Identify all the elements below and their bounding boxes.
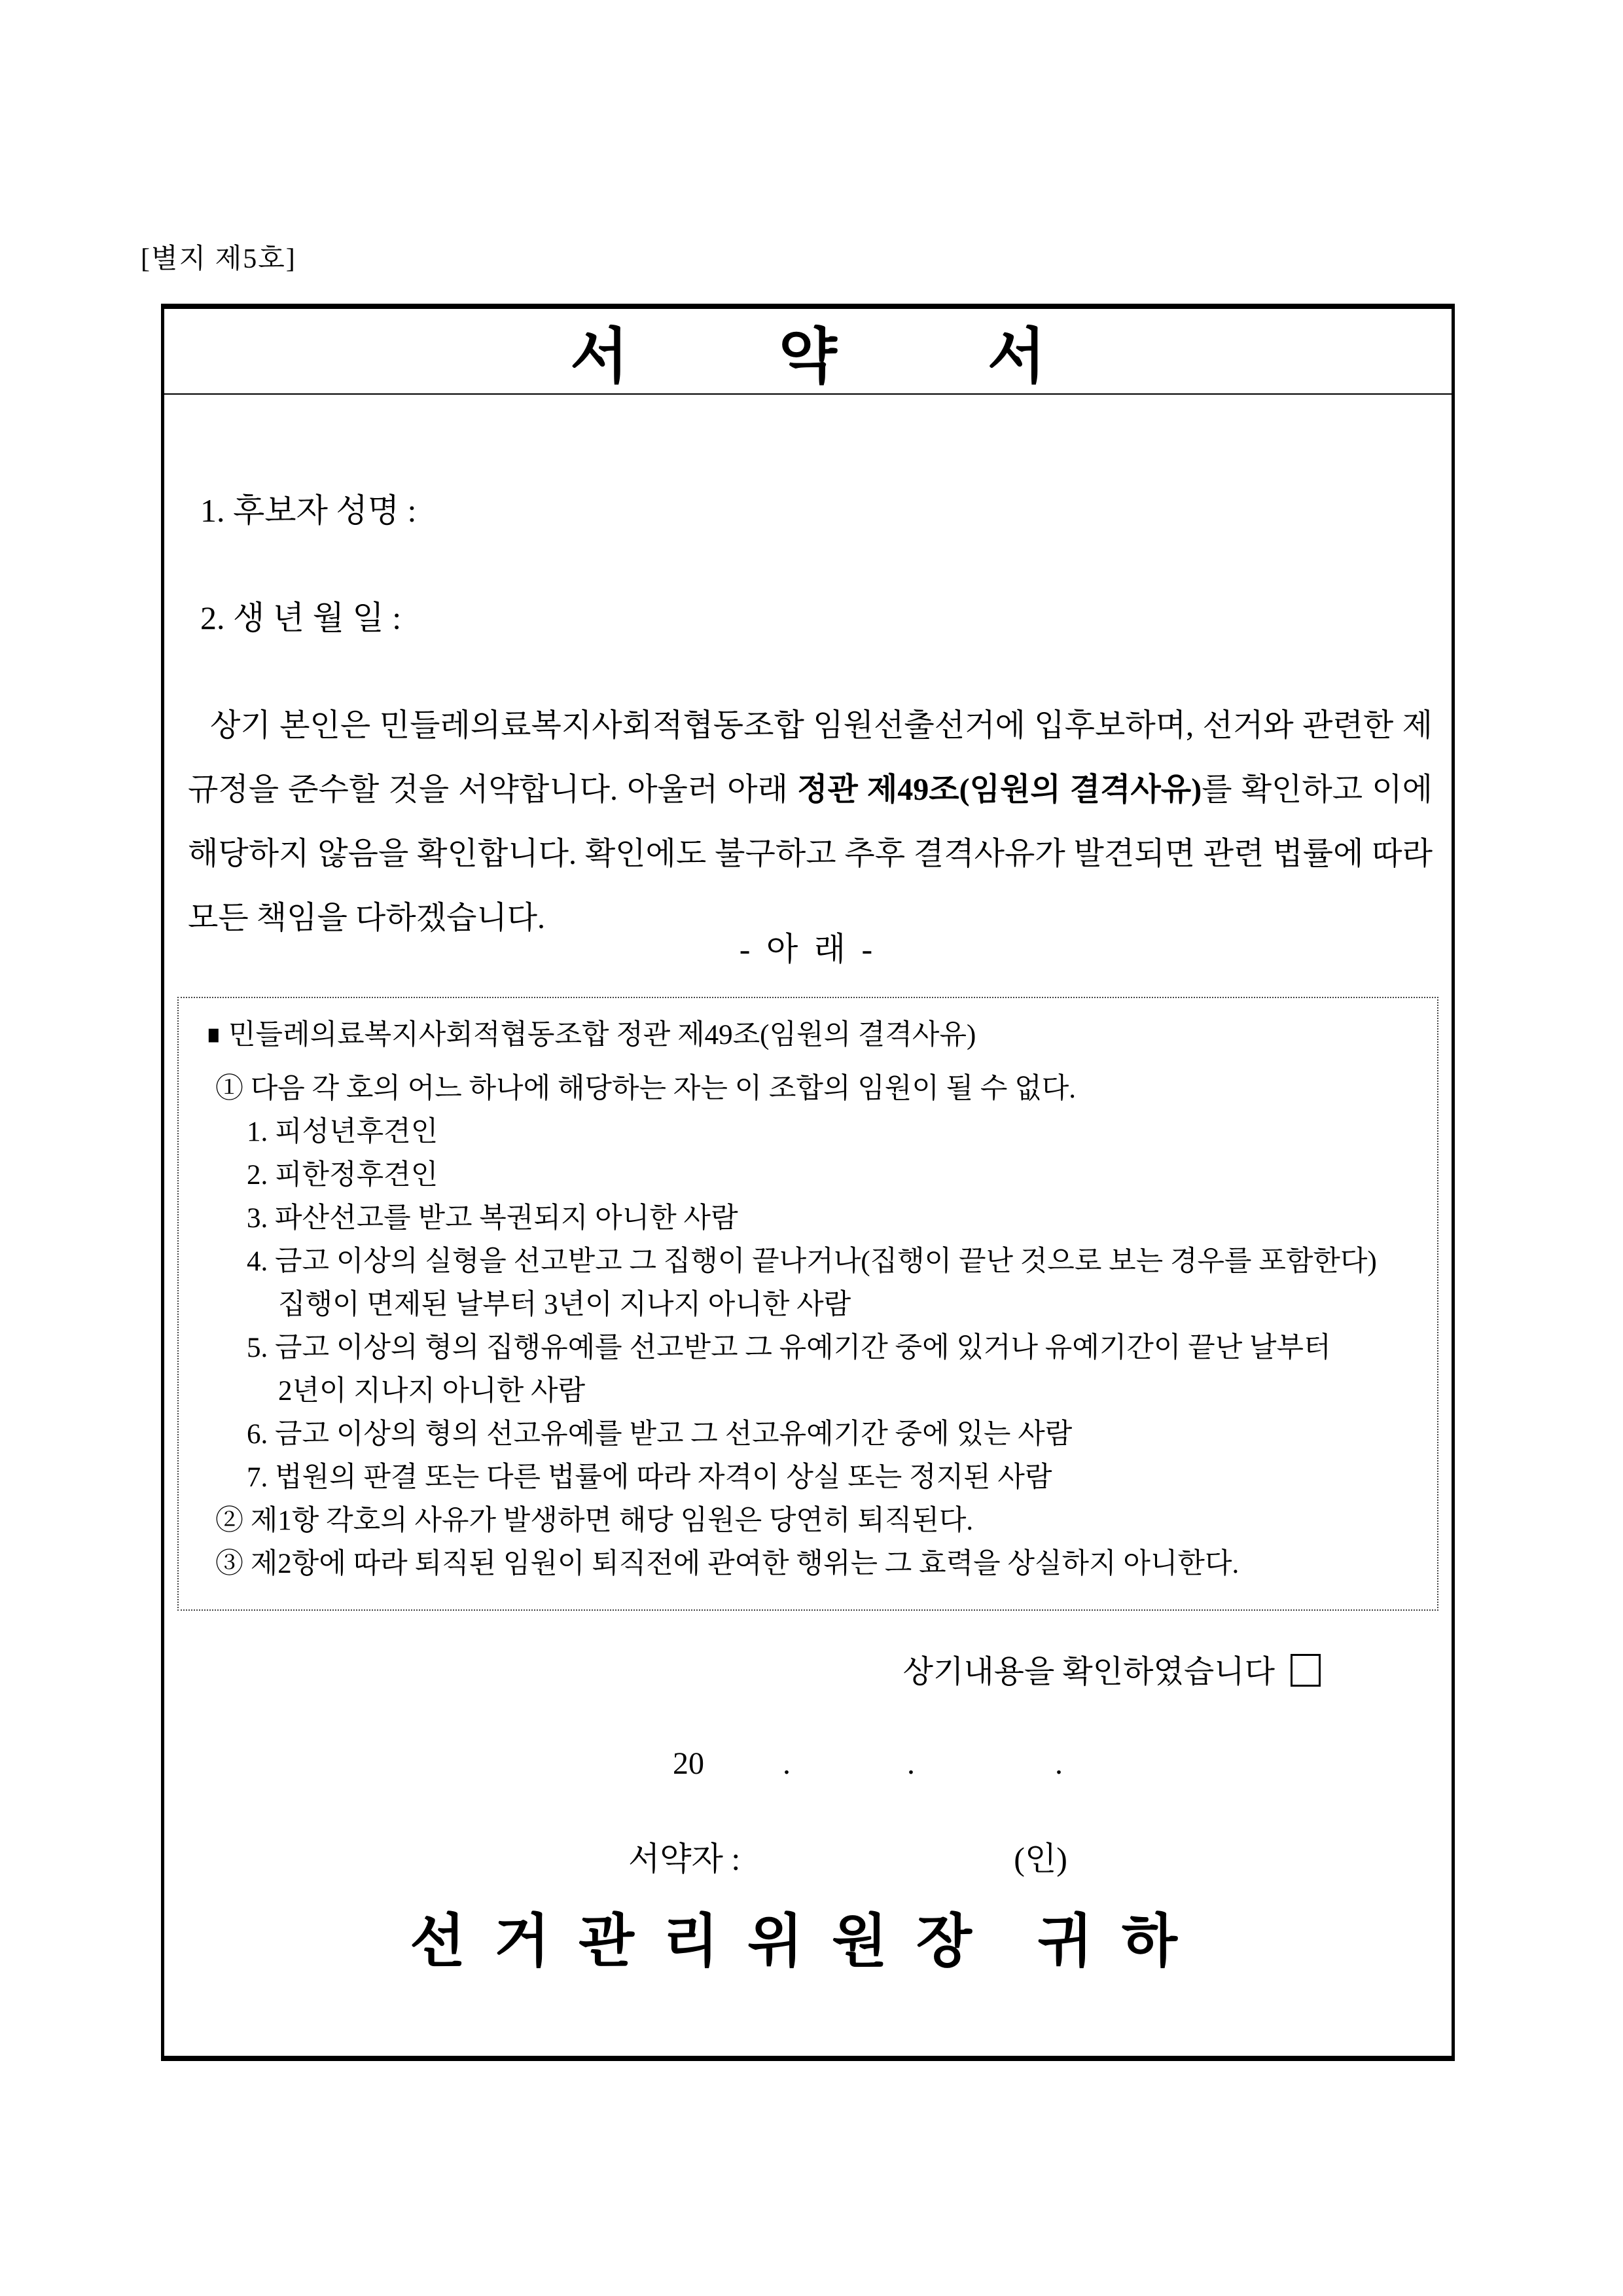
bylaw-dotted-box xyxy=(177,997,1438,1611)
date-century-prefix: 20 xyxy=(673,1746,704,1781)
date-year-dot: . xyxy=(783,1746,791,1781)
bylaw-clause-2: ② 제1항 각호의 사유가 발생하면 해당 임원은 당연히 퇴직된다. xyxy=(215,1505,974,1536)
pledge-tail-text: 를 확인하고 이에 해당하지 않음을 확인합니다. 확인에도 불구하고 추후 결격사유가 발견되면 관련 법률에 따라 모든 책임을 다하겠습니다. xyxy=(188,772,1433,935)
bylaw-item-3: 3. 파산선고를 받고 복권되지 아니한 사람 xyxy=(247,1203,738,1234)
seal-label: (인) xyxy=(1014,1840,1067,1877)
title-row xyxy=(164,309,1452,395)
form-border-box xyxy=(161,304,1455,2061)
confirmation-line xyxy=(903,1646,1321,1691)
bylaw-item-4-continued: 집행이 면제된 날부터 3년이 지나지 아니한 사람 xyxy=(278,1289,851,1320)
empty-checkbox-icon xyxy=(1291,1654,1321,1687)
bylaw-item-4: 4. 금고 이상의 실형을 선고받고 그 집행이 끝나거나(집행이 끝난 것으로 보는 경우를 포함한다) xyxy=(247,1246,1377,1277)
bylaw-item-2: 2. 피한정후견인 xyxy=(247,1160,438,1191)
bylaw-heading xyxy=(190,1014,1425,1057)
bylaw-item-7: 7. 법원의 판결 또는 다른 법률에 따라 자격이 상실 또는 정지된 사람 xyxy=(247,1462,1052,1493)
bylaw-item-5-continued: 2년이 지나지 아니한 사람 xyxy=(278,1376,586,1407)
addressee-line xyxy=(164,1895,1452,1978)
birth-date-field: 2. 생 년 월 일 : xyxy=(200,600,402,636)
bylaw-item-6: 6. 금고 이상의 형의 선고유예를 받고 그 선고유예기간 중에 있는 사람 xyxy=(247,1419,1073,1450)
filled-square-icon: ■ xyxy=(207,1020,220,1050)
signer-label: 서약자 : xyxy=(628,1840,741,1877)
pledge-paragraph xyxy=(188,694,1433,950)
bylaw-item-1: 1. 피성년후견인 xyxy=(247,1117,438,1147)
date-day-dot: . xyxy=(1055,1746,1063,1781)
candidate-name-field: 1. 후보자 성명 : xyxy=(200,492,417,529)
addressee-honorific: 귀하 xyxy=(1037,1910,1207,1974)
date-month-dot: . xyxy=(907,1746,915,1781)
pledge-bold-article: 정관 제49조(임원의 결격사유) xyxy=(797,772,1202,807)
pledge-lead-text: 상기 본인은 민들레의료복지사회적협동조합 임원선출선거에 입후보하며, 선거와 관련한 제규정을 준수할 것을 서약합니다. 아울러 아래 xyxy=(188,708,1433,807)
bylaw-clause-3: ③ 제2항에 따라 퇴직된 임원이 퇴직전에 관여한 행위는 그 효력을 상실하지 아니한다. xyxy=(215,1549,1240,1579)
below-divider-label: - 아 래 - xyxy=(739,931,877,967)
page-title: 서약서 xyxy=(570,323,1196,390)
form-number-label: [별지 제5호] xyxy=(141,244,296,274)
addressee-name: 선거관리위원장 xyxy=(409,1910,1001,1974)
confirmation-label: 상기내용을 확인하였습니다 xyxy=(902,1655,1275,1689)
bylaw-item-5: 5. 금고 이상의 형의 집행유예를 선고받고 그 유예기간 중에 있거나 유예기간이 끝난 날부터 xyxy=(247,1333,1331,1363)
bylaw-heading-text: 민들레의료복지사회적협동조합 정관 제49조(임원의 결격사유) xyxy=(228,1020,976,1050)
bylaw-clause-1: ① 다음 각 호의 어느 하나에 해당하는 자는 이 조합의 임원이 될 수 없다. xyxy=(215,1073,1077,1104)
